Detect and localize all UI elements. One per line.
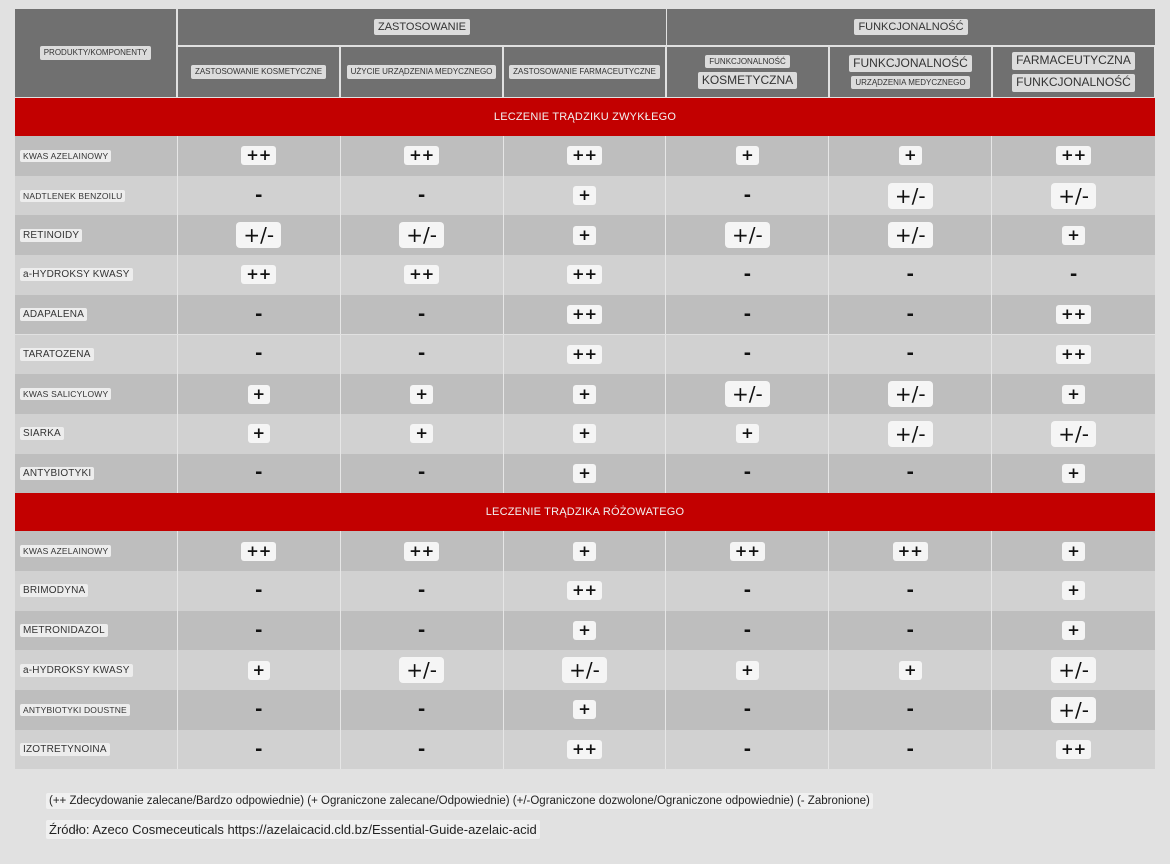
rating-cell [992,730,1155,770]
row-name-cell [15,176,178,216]
subheader-label: UŻYCIE URZĄDZENIA MEDYCZNEGO [347,65,497,78]
row-name: KWAS AZELAINOWY [20,545,111,557]
rating-cell [829,136,992,176]
row-name: TARATOZENA [20,348,94,361]
section-title: LECZENIE TRĄDZIKA RÓŻOWATEGO [485,506,685,519]
rating-symbol: + [573,621,596,640]
rating-cell [829,414,992,454]
rating-symbol: - [743,263,752,285]
row-name: ADAPALENA [20,308,87,321]
rating-cell [341,690,504,730]
rating-cell [829,650,992,690]
rating-cell [829,374,992,414]
rating-symbol: - [417,738,426,760]
rating-cell [178,295,341,335]
rating-symbol: ++ [567,265,602,284]
rating-cell [829,571,992,611]
rating-symbol: + [899,661,922,680]
rating-cell [992,611,1155,651]
rating-symbol: +/- [1051,421,1096,447]
rating-symbol: ++ [567,146,602,165]
rating-symbol: +/- [888,222,933,248]
row-name-cell [15,650,178,690]
row-name: a-HYDROKSY KWASY [20,664,133,677]
rating-symbol: +/- [725,222,770,248]
row-name: BRIMODYNA [20,584,88,597]
rating-symbol: + [1062,581,1085,600]
row-name: RETINOIDY [20,229,82,242]
rating-cell [178,176,341,216]
rating-cell [341,295,504,335]
rating-symbol: ++ [241,146,276,165]
rating-symbol: + [736,424,759,443]
table-row [15,136,1155,176]
rating-cell [504,215,667,255]
legend-text: (++ Zdecydowanie zalecane/Bardzo odpowiednie) (+ Ograniczone zalecane/Odpowiednie) (+/-Ograniczone dozwolone/Ograniczone odpowiednie) (- Zabronione) [46,793,873,809]
rating-cell [992,571,1155,611]
rating-symbol: - [743,738,752,760]
rating-symbol: + [573,464,596,483]
rating-symbol: ++ [567,740,602,759]
rating-cell [666,255,829,295]
rating-symbol: +/- [562,657,607,683]
rating-cell [829,176,992,216]
row-name-cell [15,335,178,375]
rating-symbol: + [573,385,596,404]
rating-cell [341,176,504,216]
table-row [15,611,1155,651]
rating-symbol: + [248,385,271,404]
rating-cell [341,335,504,375]
rating-cell [666,176,829,216]
rating-cell [341,215,504,255]
rating-cell [829,611,992,651]
row-name-cell [15,454,178,494]
rating-symbol: - [906,698,914,720]
rating-symbol: +/- [399,222,444,248]
rating-symbol: +/- [725,381,770,407]
rating-symbol: - [906,263,914,285]
subheader-label: ZASTOSOWANIE KOSMETYCZNE [191,65,326,78]
row-name: IZOTRETYNOINA [20,743,110,756]
table-row [15,571,1155,611]
table-row [15,414,1155,454]
rating-cell [504,414,667,454]
rating-symbol: - [906,303,914,325]
rating-cell [666,295,829,335]
rating-symbol: +/- [1051,697,1096,723]
rating-symbol: + [736,661,759,680]
rating-symbol: - [417,343,426,365]
rating-cell [504,255,667,295]
rating-symbol: - [906,343,914,365]
rating-symbol: - [255,579,263,601]
rating-cell [341,611,504,651]
rating-cell [504,531,667,571]
rating-symbol: ++ [730,542,765,561]
rating-symbol: ++ [893,542,928,561]
rating-symbol: ++ [567,345,602,364]
rating-cell [178,215,341,255]
rating-symbol: + [573,186,596,205]
rating-cell [504,335,667,375]
rating-symbol: ++ [1056,146,1091,165]
rating-cell [666,611,829,651]
rating-cell [504,176,667,216]
row-name: KWAS SALICYLOWY [20,388,111,400]
rating-cell [992,215,1155,255]
rating-symbol: - [255,619,263,641]
table-row [15,176,1155,216]
rating-cell [992,295,1155,335]
header-group-funkcjonalnosc [667,9,1155,45]
subheader-label: FUNKCJONALNOŚĆ [849,55,972,73]
rating-symbol: ++ [567,581,602,600]
section-title: LECZENIE TRĄDZIKU ZWYKŁEGO [493,111,677,123]
row-name-cell [15,690,178,730]
rating-symbol: +/- [888,381,933,407]
rating-cell [829,690,992,730]
row-name-cell [15,414,178,454]
rating-cell [992,255,1155,295]
table-row [15,374,1155,414]
rating-symbol: - [743,184,752,206]
subheader-col-2 [341,47,502,97]
rating-cell [504,611,667,651]
rating-cell [992,335,1155,375]
rating-cell [178,650,341,690]
rating-cell [992,650,1155,690]
rating-cell [341,136,504,176]
subheader-label: KOSMETYCZNA [698,72,797,90]
subheader-label: FUNKCJONALNOŚĆ [705,55,789,68]
rating-symbol: ++ [1056,345,1091,364]
rating-symbol: ++ [404,542,439,561]
header-group-zastosowanie [178,9,666,45]
row-name-cell [15,136,178,176]
rating-cell [666,414,829,454]
row-name-cell [15,374,178,414]
rating-symbol: - [417,619,426,641]
rating-symbol: ++ [1056,740,1091,759]
rating-symbol: ++ [241,265,276,284]
rating-cell [992,176,1155,216]
rating-symbol: - [906,579,914,601]
rating-cell [992,531,1155,571]
rating-symbol: - [255,184,263,206]
subheader-label: FARMACEUTYCZNA [1012,52,1135,70]
rating-symbol: + [1062,542,1085,561]
rating-symbol: ++ [1056,305,1091,324]
header-group-label: ZASTOSOWANIE [374,19,470,36]
rating-symbol: - [1069,263,1078,285]
rating-cell [504,730,667,770]
row-name-cell [15,255,178,295]
rating-cell [341,454,504,494]
rating-cell [504,571,667,611]
rating-cell [504,650,667,690]
rating-symbol: + [899,146,922,165]
header-group-label: FUNKCJONALNOŚĆ [854,19,967,36]
rating-cell [178,454,341,494]
rating-cell [666,571,829,611]
subheader-col-1 [178,47,339,97]
rating-symbol: + [248,424,271,443]
rating-cell [666,730,829,770]
rating-symbol: + [573,700,596,719]
rating-cell [992,136,1155,176]
rating-cell [666,650,829,690]
rating-symbol: +/- [236,222,281,248]
rating-symbol: + [573,542,596,561]
rating-cell [504,136,667,176]
rating-symbol: + [410,424,433,443]
rating-symbol: - [255,738,263,760]
table-row [15,215,1155,255]
rating-cell [992,414,1155,454]
subheader-col-3 [504,47,665,97]
rating-cell [504,374,667,414]
rating-symbol: - [255,698,263,720]
row-name: SIARKA [20,427,64,440]
table-row [15,454,1155,494]
rating-symbol: - [417,698,426,720]
rating-cell [666,531,829,571]
row-name: ANTYBIOTYKI DOUSTNE [20,704,130,716]
rating-cell [666,215,829,255]
rating-symbol: - [743,698,752,720]
rating-symbol: + [1062,621,1085,640]
table-row [15,531,1155,571]
rating-symbol: - [417,462,426,484]
legend-note [46,795,873,807]
section-header [15,98,1155,136]
rating-symbol: - [906,738,914,760]
table-row [15,255,1155,295]
rating-symbol: - [743,343,752,365]
section-header [15,493,1155,531]
rating-symbol: - [743,303,752,325]
rating-cell [504,295,667,335]
rating-cell [666,454,829,494]
rating-cell [341,374,504,414]
rating-symbol: - [743,619,752,641]
rating-symbol: - [417,184,426,206]
row-name-cell [15,730,178,770]
subheader-col-6 [993,47,1154,97]
rating-cell [341,531,504,571]
table-row [15,650,1155,690]
rating-cell [178,374,341,414]
row-name: METRONIDAZOL [20,624,108,637]
rating-symbol: ++ [241,542,276,561]
rating-symbol: +/- [888,183,933,209]
rating-symbol: - [906,619,914,641]
rating-cell [829,730,992,770]
row-name: a-HYDROKSY KWASY [20,268,133,281]
rating-symbol: - [255,303,263,325]
rating-symbol: +/- [888,421,933,447]
subheader-label: URZĄDZENIA MEDYCZNEGO [851,76,969,89]
rating-cell [829,454,992,494]
rating-symbol: + [573,424,596,443]
rating-cell [341,730,504,770]
rating-symbol: ++ [404,265,439,284]
rating-cell [178,335,341,375]
rating-cell [666,136,829,176]
rating-symbol: ++ [567,305,602,324]
rating-symbol: +/- [1051,657,1096,683]
rating-cell [178,730,341,770]
rating-symbol: - [255,343,263,365]
rating-cell [178,414,341,454]
row-name-cell [15,215,178,255]
row-name: KWAS AZELAINOWY [20,150,111,162]
rating-symbol: - [906,462,914,484]
rating-cell [178,255,341,295]
rating-cell [666,690,829,730]
row-name-cell [15,611,178,651]
comparison-table [15,9,1155,771]
rating-cell [829,255,992,295]
rating-symbol: +/- [399,657,444,683]
rating-cell [504,690,667,730]
table-row [15,730,1155,770]
rating-cell [178,611,341,651]
rating-symbol: - [743,579,752,601]
rating-symbol: - [417,303,426,325]
row-name-cell [15,295,178,335]
row-name: ANTYBIOTYKI [20,467,94,480]
row-name: NADTLENEK BENZOILU [20,190,125,202]
header-corner [15,9,176,97]
rating-cell [829,295,992,335]
rating-cell [666,335,829,375]
rating-symbol: - [255,462,263,484]
rating-cell [992,690,1155,730]
rating-symbol: + [1062,226,1085,245]
rating-cell [666,374,829,414]
subheader-col-4 [667,47,828,97]
rating-cell [178,571,341,611]
table-row [15,335,1155,375]
rating-cell [504,454,667,494]
rating-symbol: +/- [1051,183,1096,209]
rating-cell [178,136,341,176]
rating-cell [829,335,992,375]
rating-symbol: + [573,226,596,245]
rating-cell [829,531,992,571]
rating-symbol: - [743,462,752,484]
row-name-cell [15,571,178,611]
rating-cell [341,650,504,690]
source-note [46,822,540,837]
row-name-cell [15,531,178,571]
rating-cell [341,414,504,454]
rating-symbol: + [410,385,433,404]
subheader-label: FUNKCJONALNOŚĆ [1012,74,1135,92]
rating-cell [341,255,504,295]
header-corner-label: PRODUKTY/KOMPONENTY [40,46,152,59]
rating-symbol: + [736,146,759,165]
rating-symbol: - [417,579,426,601]
rating-symbol: + [1062,385,1085,404]
subheader-label: ZASTOSOWANIE FARMACEUTYCZNE [509,65,660,78]
rating-cell [992,454,1155,494]
rating-cell [178,531,341,571]
rating-cell [992,374,1155,414]
subheader-col-5 [830,47,991,97]
table-row [15,295,1155,335]
rating-symbol: + [248,661,271,680]
rating-cell [829,215,992,255]
rating-symbol: ++ [404,146,439,165]
table-row [15,690,1155,730]
rating-symbol: + [1062,464,1085,483]
rating-cell [341,571,504,611]
source-text: Źródło: Azeco Cosmeceuticals https://azelaicacid.cld.bz/Essential-Guide-azelaic-acid [46,820,540,839]
rating-cell [178,690,341,730]
